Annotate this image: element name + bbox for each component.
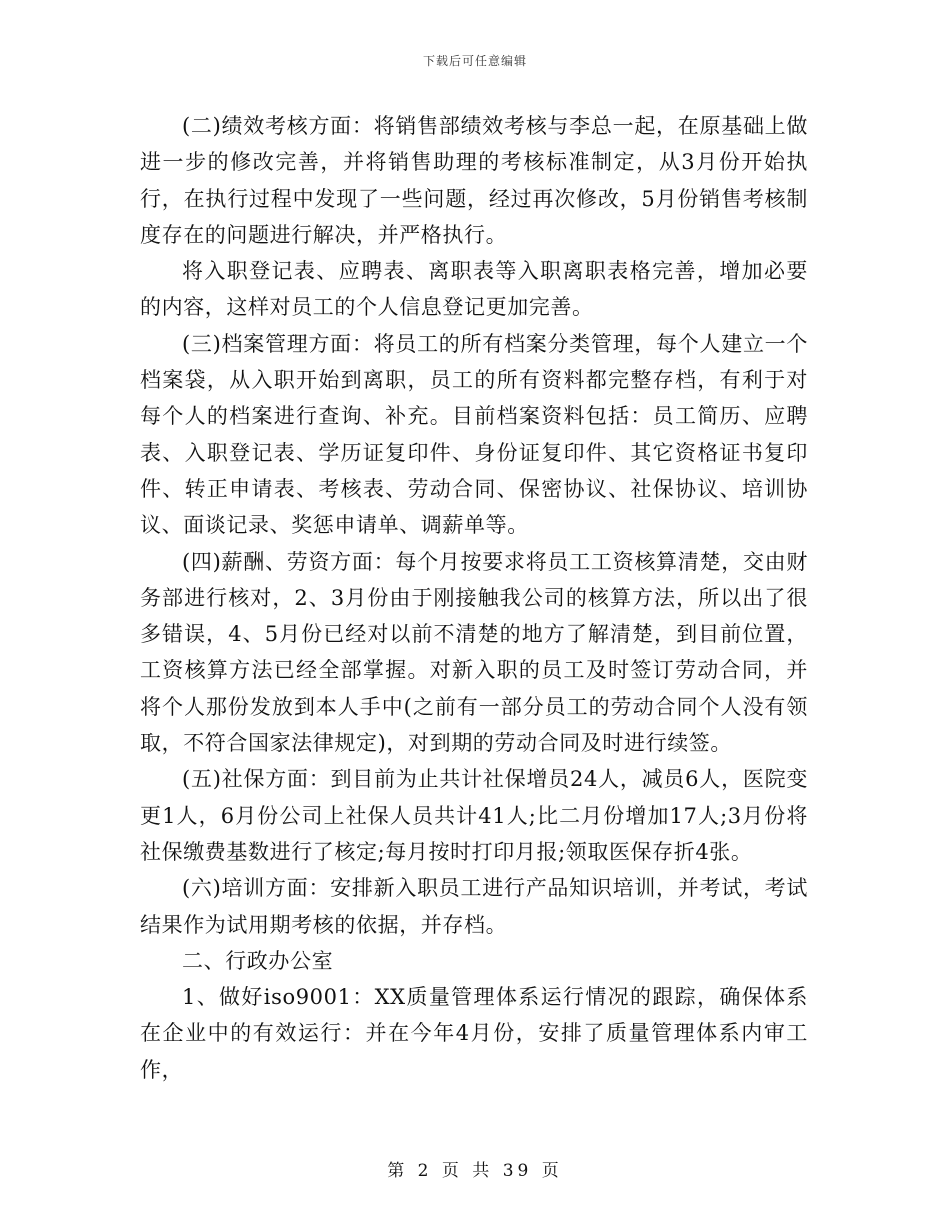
- document-body: [140, 108, 808, 1088]
- section-heading-admin-office: 二、行政办公室: [182, 948, 334, 973]
- paragraph-quality-management: 1、做好iso9001：XX质量管理体系运行情况的跟踪，确保体系在企业中的有效运行：并在今年4月份，安排了质量管理体系内审工作，: [140, 985, 808, 1082]
- paragraph-training: (六)培训方面：安排新入职员工进行产品知识培训，并考试，考试结果作为试用期考核的依据，并存档。: [140, 876, 808, 937]
- paragraph-performance-review: (二)绩效考核方面：将销售部绩效考核与李总一起，在原基础上做进一步的修改完善，并将销售助理的考核标准制定，从3月份开始执行，在执行过程中发现了一些问题，经过再次修改，5月份销售考核制度存在的问题进行解决，并严格执行。: [140, 114, 808, 247]
- paragraph-archive-management: (三)档案管理方面：将员工的所有档案分类管理，每个人建立一个档案袋，从入职开始到离职，员工的所有资料都完整存档，有利于对每个人的档案进行查询、补充。目前档案资料包括：员工简历、应聘表、入职登记表、学历证复印件、身份证复印件、其它资格证书复印件、转正申请表、考核表、劳动合同、保密协议、社保协议、培训协议、面谈记录、奖惩申请单、调薪单等。: [140, 331, 808, 538]
- paragraph-social-security: (五)社保方面：到目前为止共计社保增员24人，减员6人，医院变更1人，6月份公司上社保人员共计41人;比二月份增加17人;3月份将社保缴费基数进行了核定;每月按时打印月报;领取医保存折4张。: [140, 767, 808, 864]
- page-header: 下载后可任意编辑: [422, 54, 527, 68]
- paragraph-payroll: (四)薪酬、劳资方面：每个月按要求将员工工资核算清楚，交由财务部进行核对，2、3月份由于刚接触我公司的核算方法，所以出了很多错误，4、5月份已经对以前不清楚的地方了解清楚，到目前位置，工资核算方法已经全部掌握。对新入职的员工及时签订劳动合同，并将个人那份发放到本人手中(之前有一部分员工的劳动合同个人没有领取，不符合国家法律规定)，对到期的劳动合同及时进行续签。: [140, 549, 808, 756]
- page-number-footer: 第 2 页 共 39 页: [387, 1161, 563, 1181]
- paragraph-hr-forms: 将入职登记表、应聘表、离职表等入职离职表格完善，增加必要的内容，这样对员工的个人信息登记更加完善。: [140, 259, 808, 320]
